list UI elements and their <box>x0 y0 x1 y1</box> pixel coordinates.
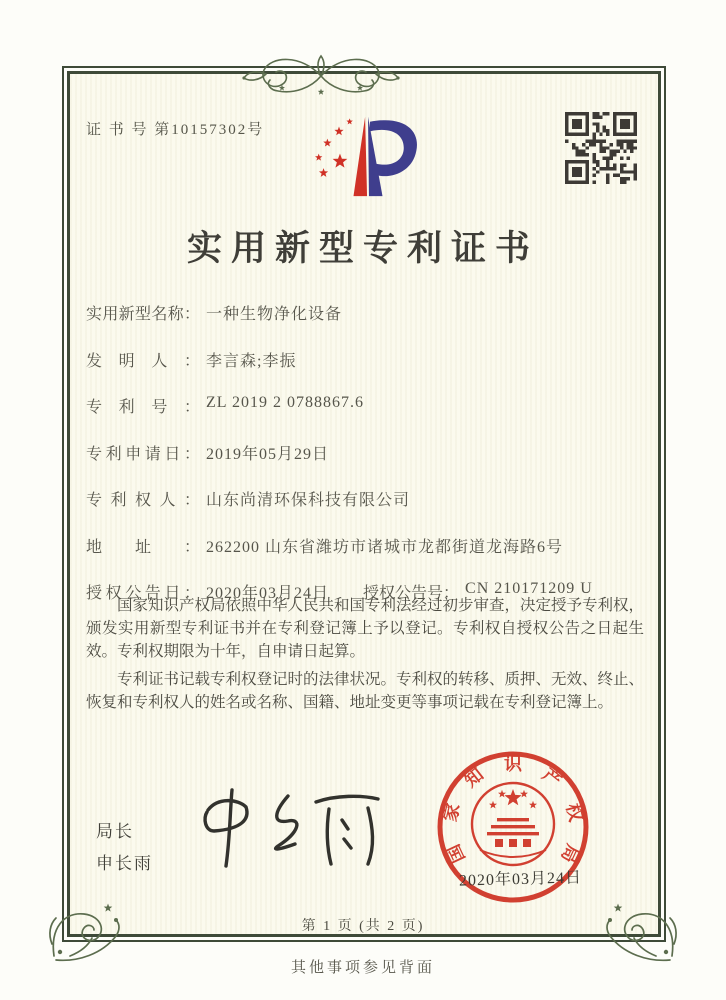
field-value: CN 210171209 U <box>465 580 593 597</box>
field-value: 李言森;李振 <box>206 352 297 370</box>
field-row-patentee <box>86 487 646 534</box>
signer-role: 局长 <box>96 822 134 841</box>
field-value: 2019年05月29日 <box>206 445 330 463</box>
qr-code-icon <box>565 112 637 184</box>
certificate-fields <box>86 301 646 627</box>
field-label: 实用新型名称： <box>86 306 200 323</box>
svg-text:识: 识 <box>504 754 522 774</box>
field-row-patent-number <box>86 394 646 441</box>
page-number-footer: 第 1 页 (共 2 页) <box>301 919 425 934</box>
svg-text:产: 产 <box>538 764 566 792</box>
field-value: 2020年03月24日 <box>206 585 330 602</box>
field-label: 授权公告日： <box>86 585 200 602</box>
field-label: 专利权人： <box>86 492 200 509</box>
bottom-left-flourish-ornament-icon <box>46 886 130 964</box>
field-label: 专利号： <box>86 399 200 416</box>
signer-name: 申长雨 <box>96 854 153 873</box>
seal-date: 2020年03月24日 <box>458 869 583 890</box>
svg-text:局: 局 <box>557 841 583 867</box>
certificate-number: 证 书 号 第10157302号 <box>86 122 265 138</box>
field-value: 一种生物净化设备 <box>206 306 343 323</box>
field-label: 专利申请日： <box>86 445 200 463</box>
field-label: 地址： <box>86 538 200 556</box>
field-row-filing-date <box>86 441 646 488</box>
svg-text:权: 权 <box>562 801 587 824</box>
top-flourish-ornament-icon <box>226 52 416 102</box>
commissioner-signature-icon <box>192 784 402 884</box>
legal-paragraph: 专利证书记载专利权登记时的法律状况。专利权的转移、质押、无效、终止、恢复和专利权人的姓名或名称、国籍、地址变更等事项记载在专利登记簿上。 <box>86 671 645 711</box>
field-value: 262200 山东省潍坊市诸城市龙都街道龙海路6号 <box>206 538 564 556</box>
svg-text:家: 家 <box>439 801 464 824</box>
legal-paragraph: 国家知识产权局依照中华人民共和国专利法经过初步审查，决定授予专利权，颁发实用新型专利证书并在专利登记簿上予以登记。专利权自授权公告之日起生效。专利权期限为十年，自申请日起算。 <box>86 597 645 660</box>
field-row-name <box>86 301 646 348</box>
svg-text:知: 知 <box>460 764 488 792</box>
field-value: ZL 2019 2 0788867.6 <box>206 394 364 411</box>
back-side-note: 其他事项参见背面 <box>290 960 435 976</box>
field-row-address <box>86 534 646 581</box>
legal-text <box>86 594 644 719</box>
field-row-inventors <box>86 348 646 395</box>
cnipa-logo-icon <box>310 110 426 204</box>
field-label: 发明人： <box>86 352 200 370</box>
bottom-right-flourish-ornament-icon <box>596 886 680 964</box>
svg-text:国: 国 <box>443 841 469 867</box>
field-value: 山东尚清环保科技有限公司 <box>206 492 411 509</box>
cnipa-official-seal-icon <box>418 732 608 922</box>
field-label: 授权公告号： <box>363 585 460 602</box>
certificate-title: 实用新型专利证书 <box>186 229 539 268</box>
